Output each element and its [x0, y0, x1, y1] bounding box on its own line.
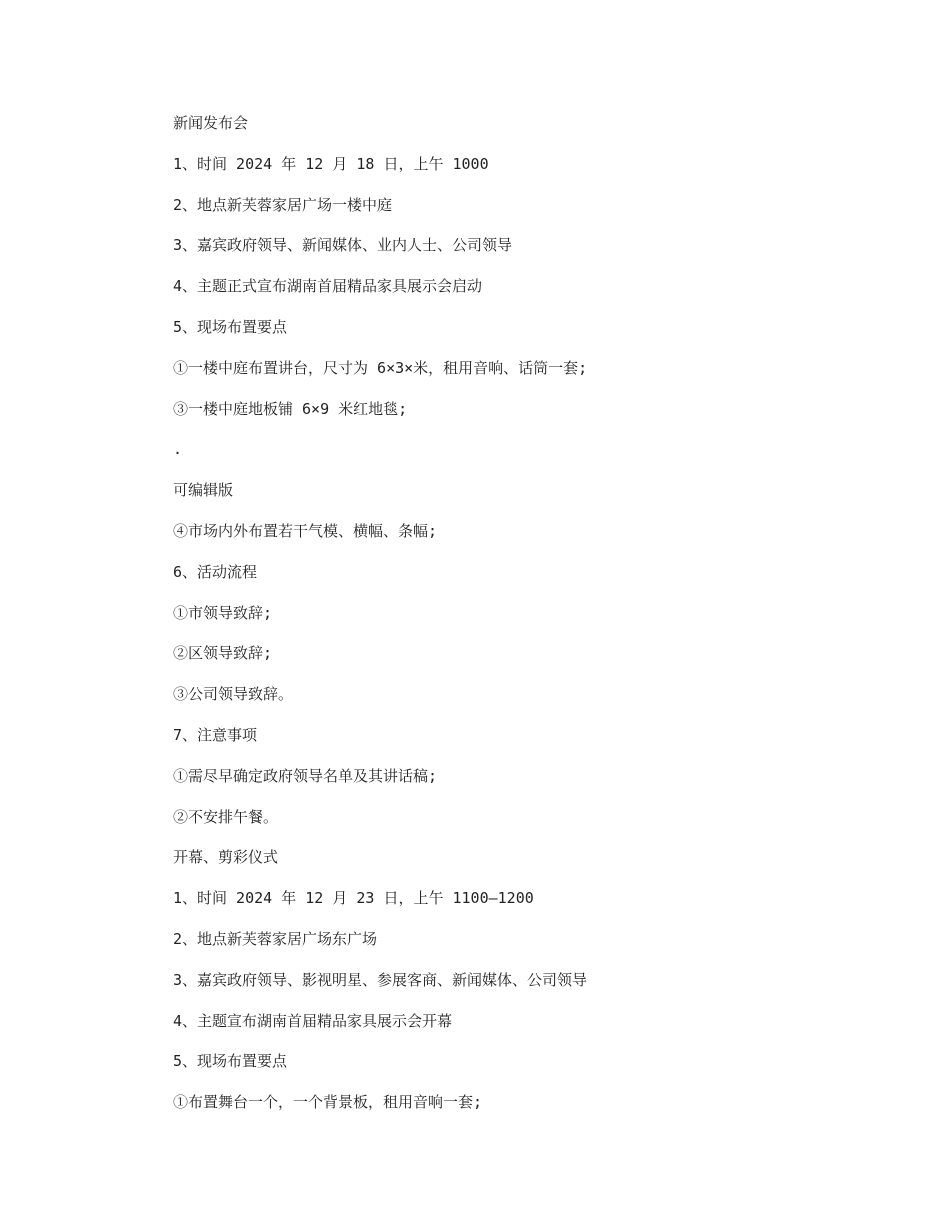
text-line: 2、地点新芙蓉家居广场一楼中庭	[173, 195, 393, 214]
text-line: ①布置舞台一个，一个背景板，租用音响一套;	[173, 1093, 483, 1112]
text-line: .	[173, 440, 183, 459]
document-body	[173, 112, 893, 1132]
text-line: 3、嘉宾政府领导、影视明星、参展客商、新闻媒体、公司领导	[173, 970, 588, 989]
text-line: 5、现场布置要点	[173, 1052, 288, 1071]
text-line: 7、注意事项	[173, 725, 258, 744]
editable-version-note: 可编辑版	[173, 481, 234, 500]
text-line: 2、地点新芙蓉家居广场东广场	[173, 929, 378, 948]
text-line: ④市场内外布置若干气模、横幅、条幅;	[173, 521, 438, 540]
text-line: ③公司领导致辞。	[173, 685, 294, 704]
text-line: 4、主题正式宣布湖南首届精品家具展示会启动	[173, 277, 483, 296]
text-line: 3、嘉宾政府领导、新闻媒体、业内人士、公司领导	[173, 236, 513, 255]
text-line: 6、活动流程	[173, 562, 258, 581]
text-line: 1、时间 2024 年 12 月 23 日，上午 1100—1200	[173, 889, 534, 908]
text-line: ②区领导致辞;	[173, 644, 273, 663]
text-line: 4、主题宣布湖南首届精品家具展示会开幕	[173, 1011, 453, 1030]
text-line: ③一楼中庭地板铺 6×9 米红地毯;	[173, 399, 408, 418]
section-title-press-conference: 新闻发布会	[173, 114, 249, 132]
text-line: 1、时间 2024 年 12 月 18 日，上午 1000	[173, 154, 489, 173]
text-line: ②不安排午餐。	[173, 807, 279, 826]
text-line: ①需尽早确定政府领导名单及其讲话稿;	[173, 766, 438, 785]
section-title-opening-ceremony: 开幕、剪彩仪式	[173, 848, 279, 867]
text-line: 5、现场布置要点	[173, 317, 288, 336]
text-line: ①市领导致辞;	[173, 603, 273, 622]
text-line: ①一楼中庭布置讲台，尺寸为 6×3×米，租用音响、话筒一套;	[173, 358, 588, 377]
